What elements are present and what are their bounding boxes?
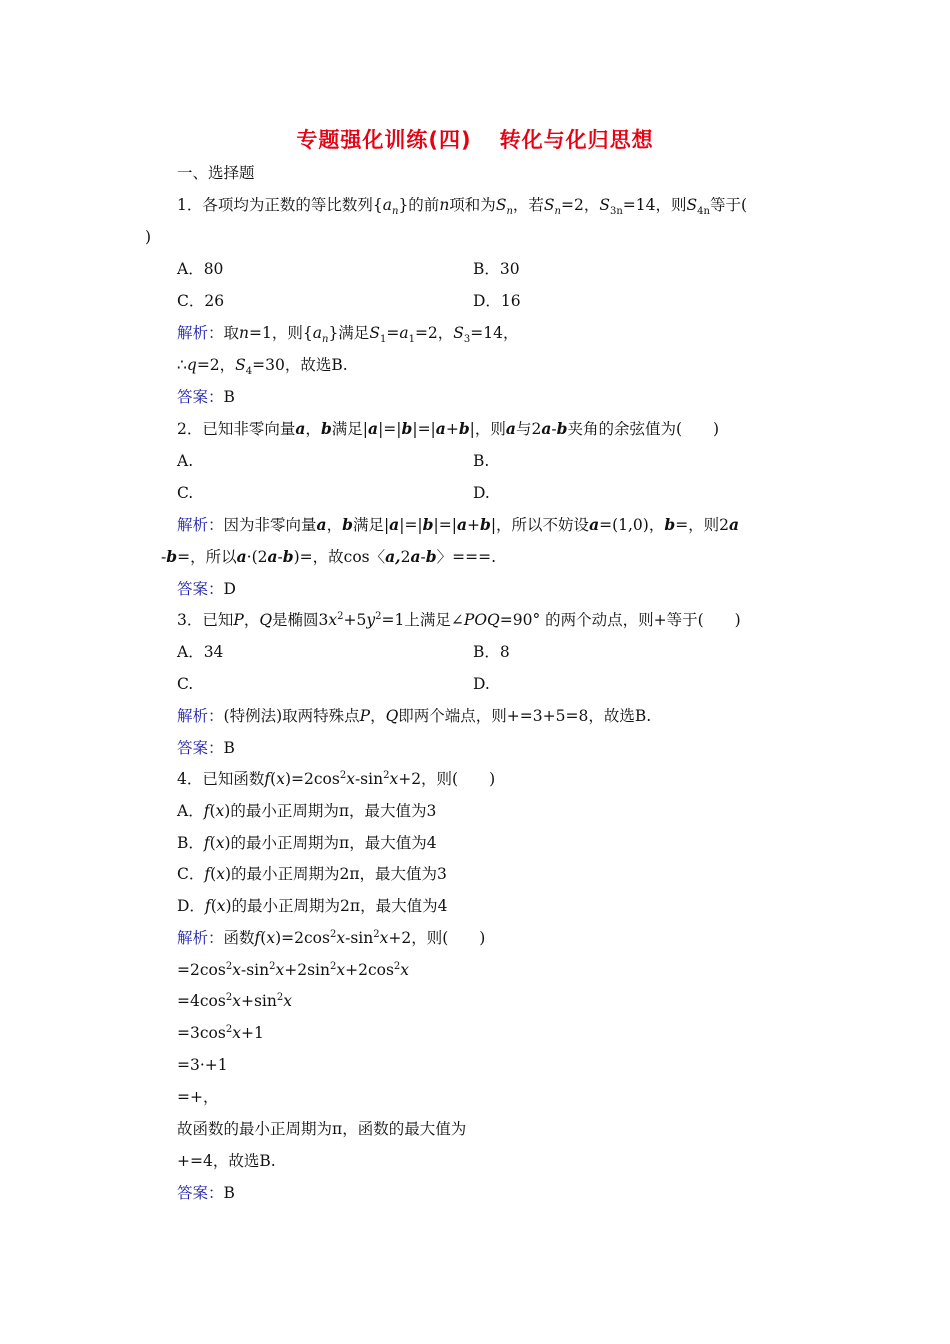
- q4-analysis-line7: 故函数的最小正周期为π，函数的最大值为: [177, 1120, 467, 1138]
- q4-answer: 答案：B: [177, 1184, 235, 1202]
- q3-stem: 3．已知P，Q是椭圆$3x^2+5y^2=1$上满足∠POQ=90° 的两个动点，则+等于( ): [177, 610, 741, 629]
- q3-option-a: A．34: [177, 643, 224, 661]
- q4-analysis-line5: =3·+1: [177, 1056, 228, 1074]
- q1-answer: 答案：B: [177, 388, 235, 406]
- q2-analysis-line2: -b=，所以a·(2a-b)=，故cos〈a,2a-b〉===.: [161, 547, 496, 566]
- q3-option-d: D.: [473, 675, 490, 693]
- q4-analysis-line8: +=4，故选B.: [177, 1152, 276, 1170]
- q1-analysis-line2: ∴q=2，$S_4=30$，故选B.: [177, 356, 348, 378]
- q2-analysis-line1: 解析：因为非零向量a，b满足|a|=|b|=|a+b|，所以不妨设a=(1,0)，b=，则2a: [177, 515, 740, 534]
- section-heading: 一、选择题: [177, 164, 255, 182]
- q1-stem-close: ): [145, 228, 152, 246]
- q3-answer: 答案：B: [177, 739, 235, 757]
- q4-analysis-line6: =+，: [177, 1088, 219, 1106]
- q1-analysis-line1: 解析：取n=1，则$\{a_n\}$满足$S_1=a_1=2$，$S_3=14$，: [177, 324, 519, 346]
- q2-option-c: C.: [177, 484, 194, 502]
- page-title: [0, 124, 950, 154]
- q1-option-a: A．80: [177, 260, 224, 278]
- q4-analysis-line3: $=4\cos^2x+\sin^2x$: [177, 991, 292, 1010]
- q1-stem: 1．各项均为正数的等比数列$\{a_n\}$的前n项和为$S_n$，若$S_n=2$，$S_{3n}=14$，则$S_{4n}$等于(: [177, 196, 747, 218]
- q2-stem: 2．已知非零向量a，b满足|a|=|b|=|a+b|，则a与2a-b夹角的余弦值为( ): [177, 419, 720, 438]
- q2-option-a: A.: [177, 452, 194, 470]
- q3-analysis: 解析：(特例法)取两特殊点P，Q即两个端点，则+=3+5=8，故选B.: [177, 707, 652, 725]
- q2-option-b: B.: [473, 452, 490, 470]
- q3-option-b: B．8: [473, 643, 510, 661]
- q4-stem: 4．已知函数$f(x)=2\cos^2x-\sin^2x+2$，则( ): [177, 769, 496, 788]
- q4-analysis-line2: $=2\cos^2x-\sin^2x+2\sin^2x+2\cos^2x$: [177, 960, 410, 979]
- q4-option-d: D．f(x)的最小正周期为2π，最大值为4: [177, 897, 448, 915]
- q3-option-c: C.: [177, 675, 194, 693]
- q4-analysis-line4: $=3\cos^2x+1$: [177, 1023, 264, 1042]
- q2-answer: 答案：D: [177, 580, 236, 598]
- q1-option-c: C．26: [177, 292, 225, 310]
- q1-option-d: D．16: [473, 292, 521, 310]
- q4-analysis-line1: 解析：函数$f(x)=2\cos^2x-\sin^2x+2$，则( ): [177, 928, 486, 947]
- q4-option-a: A．f(x)的最小正周期为π，最大值为3: [177, 802, 437, 820]
- q4-option-c: C．f(x)的最小正周期为2π，最大值为3: [177, 865, 447, 883]
- q1-option-b: B．30: [473, 260, 520, 278]
- q2-option-d: D.: [473, 484, 490, 502]
- q4-option-b: B．f(x)的最小正周期为π，最大值为4: [177, 834, 437, 852]
- title-main: 专题强化训练(四): [296, 128, 472, 152]
- title-sub: 转化与化归思想: [499, 128, 654, 152]
